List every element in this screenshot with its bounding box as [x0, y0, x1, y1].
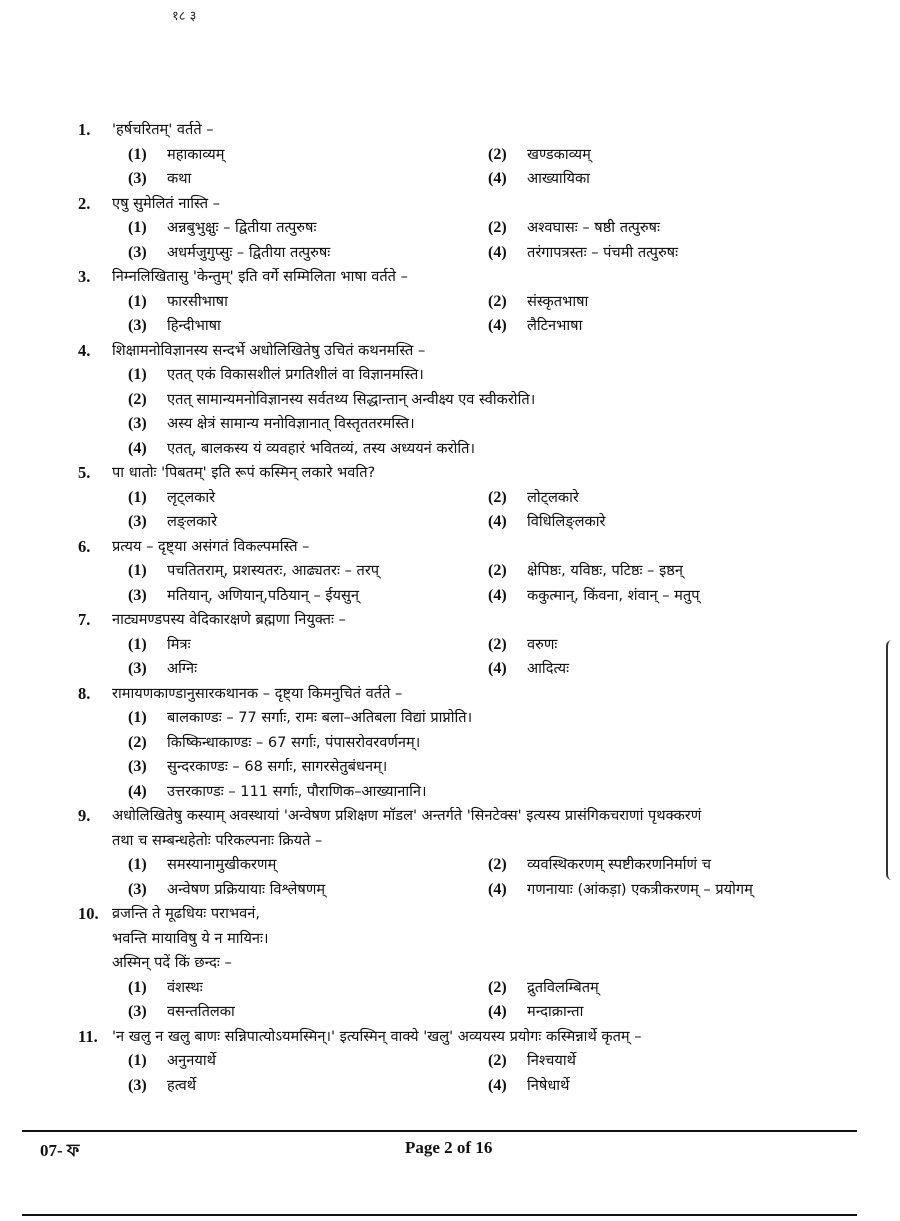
option-label: (4) — [488, 586, 507, 604]
option-3 — [128, 167, 488, 192]
option-2 — [488, 976, 868, 1001]
option-set — [128, 143, 900, 192]
question-number: 2. — [78, 193, 91, 213]
option-text: अन्नबुभुक्षुः – द्वितीया तत्पुरुषः — [167, 219, 317, 236]
option-3 — [128, 584, 488, 609]
question-header — [0, 265, 900, 290]
option-text: महाकाव्यम् — [167, 145, 225, 163]
option-text: लैटिनभाषा — [527, 317, 583, 334]
option-label: (1) — [128, 488, 147, 506]
question-number: 3. — [78, 267, 91, 286]
option-text: कथा — [167, 170, 192, 187]
question-text-line: भवन्ति मायाविषु ये न मायिनः। — [112, 929, 269, 947]
option-label: (4) — [488, 880, 507, 898]
scan-edge-mark — [886, 640, 900, 880]
option-label: (2) — [128, 733, 147, 751]
option-3 — [128, 755, 900, 780]
option-label: (4) — [488, 243, 507, 261]
option-label: (2) — [488, 562, 507, 579]
option-set — [128, 1049, 900, 1098]
option-label: (2) — [488, 219, 507, 236]
option-2 — [488, 853, 868, 878]
option-text: वरुणः — [527, 635, 558, 653]
question-header — [0, 461, 900, 486]
option-set — [128, 290, 900, 339]
option-label: (2) — [488, 292, 507, 310]
option-label: (4) — [488, 513, 507, 530]
option-2 — [488, 486, 868, 511]
option-label: (3) — [128, 513, 147, 530]
option-2 — [488, 290, 868, 315]
option-4 — [488, 1000, 868, 1025]
option-4 — [128, 780, 900, 805]
option-label: (1) — [128, 709, 147, 726]
option-text: सुन्दरकाण्डः – 68 सर्गाः, सागरसेतुबंधनम्। — [167, 758, 388, 775]
question-text-line: व्रजन्ति ते मूढधियः पराभवनं, — [112, 905, 261, 922]
option-set — [128, 633, 900, 682]
question-header — [0, 192, 900, 217]
question-11 — [0, 1025, 900, 1099]
question-8 — [0, 682, 900, 805]
option-text: लृट्लकारे — [167, 488, 216, 506]
option-2 — [488, 143, 868, 168]
question-text-line: निम्नलिखितासु 'केन्तुम्' इति वर्गे सम्मिलिता भाषा वर्तते – — [112, 268, 408, 285]
option-text: पचतितराम्, प्रशस्यतरः, आढ्यतरः – तरप् — [167, 562, 380, 579]
question-number: 7. — [78, 610, 91, 629]
option-text: अधर्मजुगुप्सुः – द्वितीया तत्पुरुषः — [167, 243, 331, 261]
option-4 — [488, 584, 868, 609]
option-label: (1) — [128, 219, 147, 236]
question-number: 10. — [78, 904, 99, 923]
option-label: (1) — [128, 978, 147, 996]
option-label: (4) — [128, 782, 147, 800]
option-label: (1) — [128, 856, 147, 873]
option-1 — [128, 290, 488, 315]
option-text: वसन्ततिलका — [167, 1003, 235, 1020]
option-label: (1) — [128, 1052, 147, 1069]
option-text: वंशस्थः — [167, 978, 203, 996]
option-3 — [128, 1000, 488, 1025]
option-text: निषेधार्थे — [527, 1076, 570, 1094]
option-label: (1) — [128, 635, 147, 653]
question-6 — [0, 535, 900, 609]
option-set — [128, 976, 900, 1025]
question-text — [112, 265, 900, 290]
question-10 — [0, 902, 900, 1025]
footer-rule-bottom — [22, 1214, 857, 1216]
question-2 — [0, 192, 900, 266]
option-text: किष्किन्धाकाण्डः – 67 सर्गाः, पंपासरोवरवर्णनम्। — [167, 733, 421, 751]
option-text: अग्निः — [167, 660, 198, 677]
question-header — [0, 1025, 900, 1050]
question-text-line: अधोलिखितेषु कस्याम् अवस्थायां 'अन्वेषण प्रशिक्षण मॉडल' अन्तर्गते 'सिनटेक्स' इत्यस्य प्रासंगिकचराणां पृथक्करणं — [112, 807, 702, 824]
question-header — [0, 118, 900, 143]
option-label: (2) — [488, 145, 507, 163]
question-1 — [0, 118, 900, 192]
question-3 — [0, 265, 900, 339]
option-text: ककुत्मान्, किंवना, शंवान् – मतुप् — [527, 586, 700, 604]
question-9 — [0, 804, 900, 902]
option-text: द्रुतविलम्बितम् — [527, 978, 599, 996]
option-text: अन्वेषण प्रक्रियायाः विश्लेषणम् — [167, 880, 326, 898]
option-set — [128, 853, 900, 902]
option-label: (2) — [128, 390, 147, 408]
option-1 — [128, 486, 488, 511]
option-text: क्षेपिष्ठः, यविष्ठः, पटिष्ठः – इष्ठन् — [527, 562, 683, 579]
option-1 — [128, 1049, 488, 1074]
question-header — [0, 608, 900, 633]
footer-rule-top — [22, 1130, 857, 1132]
question-number: 4. — [78, 340, 91, 360]
option-text: लोट्लकारे — [527, 488, 579, 506]
question-4 — [0, 339, 900, 462]
question-text — [112, 1025, 900, 1050]
option-4 — [488, 167, 868, 192]
option-1 — [128, 216, 488, 241]
option-set — [128, 486, 900, 535]
option-text: व्यवस्थिकरणम् स्पष्टीकरणनिर्माणं च — [527, 856, 711, 873]
page-number: Page 2 of 16 — [405, 1138, 493, 1157]
question-text — [112, 608, 900, 633]
option-text: मन्दाक्रान्ता — [527, 1003, 584, 1020]
option-1 — [128, 363, 900, 388]
option-text: खण्डकाव्यम् — [527, 145, 591, 163]
option-label: (3) — [128, 1003, 147, 1020]
option-label: (4) — [488, 317, 507, 334]
option-4 — [488, 314, 868, 339]
option-label: (4) — [128, 439, 147, 457]
option-label: (3) — [128, 415, 147, 432]
question-text-line: प्रत्यय – दृष्ट्या असंगतं विकल्पमस्ति – — [112, 537, 310, 555]
option-text: हिन्दीभाषा — [167, 317, 221, 334]
option-text: आख्यायिका — [527, 170, 590, 187]
option-4 — [128, 437, 900, 462]
question-header — [0, 804, 900, 853]
option-label: (1) — [128, 145, 147, 163]
option-label: (3) — [128, 660, 147, 677]
option-label: (3) — [128, 758, 147, 775]
option-1 — [128, 633, 488, 658]
question-header — [0, 682, 900, 707]
option-2 — [488, 559, 868, 584]
option-3 — [128, 241, 488, 266]
question-text-line: एषु सुमेलितं नास्ति – — [112, 194, 220, 212]
option-text: उत्तरकाण्डः – 111 सर्गाः, पौराणिक–आख्यानानि। — [167, 782, 427, 800]
question-text — [112, 682, 900, 707]
option-text: निश्चयार्थे — [527, 1052, 576, 1069]
option-4 — [488, 1074, 868, 1099]
option-label: (4) — [488, 170, 507, 187]
option-text: हत्वर्थे — [167, 1076, 197, 1094]
option-label: (3) — [128, 317, 147, 334]
option-2 — [488, 633, 868, 658]
option-3 — [128, 878, 488, 903]
option-set — [128, 706, 900, 804]
option-text: मित्रः — [167, 635, 191, 653]
option-text: संस्कृतभाषा — [527, 292, 589, 310]
option-set — [128, 559, 900, 608]
option-text: समस्यानामुखीकरणम् — [167, 856, 277, 873]
option-text: गणनायाः (आंकड़ा) एकत्रीकरणम् – प्रयोगम् — [527, 880, 753, 898]
option-text: अनुनयार्थे — [167, 1052, 216, 1069]
question-text — [112, 339, 900, 364]
question-text-line: तथा च सम्बन्धहेतोः परिकल्पनाः क्रियते – — [112, 831, 323, 849]
option-text: एतत्, बालकस्य यं व्यवहारं भवितव्यं, तस्य अध्ययनं करोति। — [167, 439, 475, 457]
option-text: अस्य क्षेत्रं सामान्य मनोविज्ञानात् विस्तृततरमस्ति। — [167, 415, 415, 432]
question-header — [0, 535, 900, 560]
option-label: (4) — [488, 1076, 507, 1094]
option-label: (1) — [128, 292, 147, 310]
question-number: 6. — [78, 536, 91, 556]
question-7 — [0, 608, 900, 682]
option-text: एतत् एकं विकासशीलं प्रगतिशीलं वा विज्ञानमस्ति। — [167, 366, 424, 383]
option-label: (3) — [128, 586, 147, 604]
option-label: (1) — [128, 366, 147, 383]
question-text — [112, 535, 900, 560]
question-number: 11. — [78, 1026, 98, 1046]
option-text: बालकाण्डः – 77 सर्गाः, रामः बला–अतिबला विद्यां प्राप्नोति। — [167, 709, 473, 726]
question-list — [0, 118, 900, 1098]
question-header — [0, 339, 900, 364]
question-text — [112, 461, 900, 486]
question-number: 5. — [78, 463, 91, 482]
option-text: विधिलिङ्लकारे — [527, 513, 606, 530]
question-text-line: रामायणकाण्डानुसारकथानक – दृष्ट्या किमनुचितं वर्तते – — [112, 684, 403, 702]
booklet-code: 07- ফ — [40, 1141, 80, 1160]
question-header — [0, 902, 900, 976]
option-3 — [128, 657, 488, 682]
option-label: (2) — [488, 978, 507, 996]
option-label: (4) — [488, 660, 507, 677]
option-text: अश्वघासः – षष्ठी तत्पुरुषः — [527, 219, 660, 236]
question-text-line: 'न खलु न खलु बाणः सन्निपात्योऽयमस्मिन्।' इत्यस्मिन् वाक्ये 'खलु' अव्ययस्य प्रयोगः कस्मिन्नार्थे कृतम् – — [112, 1027, 642, 1045]
option-text: फारसीभाषा — [167, 292, 228, 310]
option-3 — [128, 510, 488, 535]
question-number: 1. — [78, 120, 91, 139]
question-text-line: नाट्यमण्डपस्य वेदिकारक्षणे ब्रह्मणा नियुक्तः – — [112, 611, 346, 628]
option-text: एतत् सामान्यमनोविज्ञानस्य सर्वतथ्य सिद्धान्तान् अन्वीक्ष्य एव स्वीकरोति। — [167, 390, 536, 408]
option-set — [128, 216, 900, 265]
option-3 — [128, 1074, 488, 1099]
option-1 — [128, 706, 900, 731]
question-number: 8. — [78, 683, 91, 703]
option-text: तरंगापत्रस्तः – पंचमी तत्पुरुषः — [527, 243, 679, 261]
option-2 — [488, 1049, 868, 1074]
option-set — [128, 363, 900, 461]
option-label: (2) — [488, 1052, 507, 1069]
question-text-line: अस्मिन् पदें किं छन्दः – — [112, 954, 232, 971]
question-5 — [0, 461, 900, 535]
question-text — [112, 118, 900, 143]
option-label: (3) — [128, 170, 147, 187]
question-number: 9. — [78, 806, 91, 825]
option-1 — [128, 853, 488, 878]
question-text-line: पा धातोः 'पिबतम्' इति रूपं कस्मिन् लकारे भवति? — [112, 464, 376, 481]
question-text-line: 'हर्षचरितम्' वर्तते – — [112, 121, 214, 138]
option-3 — [128, 412, 900, 437]
option-label: (3) — [128, 880, 147, 898]
question-text — [112, 804, 900, 853]
option-4 — [488, 510, 868, 535]
option-text: लङ्लकारे — [167, 513, 218, 530]
option-3 — [128, 314, 488, 339]
option-2 — [488, 216, 868, 241]
option-label: (4) — [488, 1003, 507, 1020]
question-text-line: शिक्षामनोविज्ञानस्य सन्दर्भे अधोलिखितेषु उचितं कथनमस्ति – — [112, 341, 426, 359]
option-1 — [128, 559, 488, 584]
option-label: (1) — [128, 562, 147, 579]
option-1 — [128, 976, 488, 1001]
option-label: (2) — [488, 856, 507, 873]
option-4 — [488, 241, 868, 266]
scan-mark: १८ ३ — [172, 9, 197, 24]
option-label: (3) — [128, 243, 147, 261]
option-2 — [128, 388, 900, 413]
option-4 — [488, 657, 868, 682]
question-text — [112, 192, 900, 217]
option-label: (2) — [488, 635, 507, 653]
option-label: (3) — [128, 1076, 147, 1094]
option-1 — [128, 143, 488, 168]
option-text: मतियान्, अणियान्,पठियान् – ईयसुन् — [167, 586, 359, 604]
option-2 — [128, 731, 900, 756]
question-text — [112, 902, 900, 976]
option-label: (2) — [488, 488, 507, 506]
option-4 — [488, 878, 868, 903]
option-text: आदित्यः — [527, 660, 570, 677]
